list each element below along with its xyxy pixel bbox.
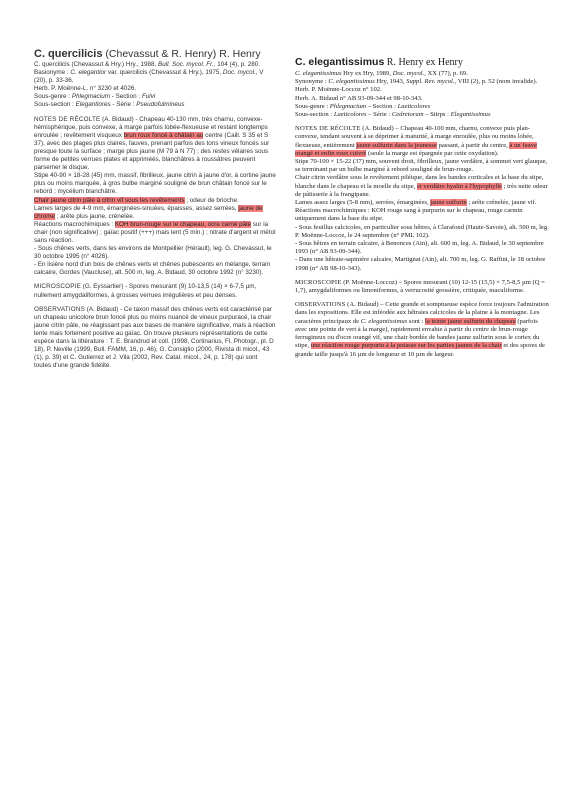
left-soussection-label: Sous-section : bbox=[34, 101, 76, 109]
right-species-name: C. elegantissimus bbox=[295, 56, 385, 68]
right-syn-end: , VIII (2), p. 52 (nom invalide). bbox=[454, 78, 538, 86]
left-notes-heading: NOTES DE RÉCOLTE bbox=[34, 115, 101, 123]
right-chair bbox=[295, 174, 551, 199]
left-sousgenre bbox=[34, 93, 276, 101]
right-species-authors: R. Henry ex Henry bbox=[384, 57, 463, 68]
right-chair-highlight: et verdâtre hyalin à l'hypophylle bbox=[416, 182, 502, 190]
right-ref-journal: Doc. mycol. bbox=[392, 70, 425, 77]
left-microscopie bbox=[34, 283, 276, 299]
right-syn-mid: Hry, 1943, bbox=[374, 78, 407, 86]
left-basionyme-end: , V (20), p. 33-36. bbox=[34, 69, 264, 85]
right-herbarium-2: Herb. A. Bidaud n° AB 93-09-344 et 98-10-343. bbox=[295, 94, 423, 102]
right-herbarium-1: Herb. P. Moënne-Loccoz n° 102. bbox=[295, 86, 382, 94]
left-serie-value: Pseudofulmineus bbox=[136, 101, 185, 109]
right-observations bbox=[295, 301, 551, 358]
left-lames-end: ; arête plus jaune, crénelée. bbox=[55, 212, 135, 220]
right-habitat-2: - Sous hêtres en terrain calcaire, à Benonces (Ain), alt. 600 m, leg. A. Bidaud, le 30 septembre 1993 (n° AB 93-09-344). bbox=[295, 240, 544, 256]
left-title bbox=[34, 48, 276, 60]
left-column bbox=[34, 48, 276, 466]
right-soussection-label: Sous-section : bbox=[295, 111, 334, 119]
right-obs-mid-1: sont : bbox=[407, 317, 426, 325]
left-observations bbox=[34, 306, 276, 371]
left-species-authors: (Chevassut & R. Henry) R. Henry bbox=[105, 48, 261, 60]
left-cut-fade bbox=[34, 458, 276, 466]
right-lames bbox=[295, 199, 551, 207]
left-stipe: Stipe 40-90 × 18-28 (45) mm, massif, fibrilleux, jaune citrin à jaune d'or, à cortine jaune plus ou moins marquée, à gros bulbe marginé souligné de brun châtain foncé sur le rebord ; mycélium blanchâtre. bbox=[34, 172, 276, 196]
left-chair bbox=[34, 197, 276, 205]
right-stirps-label: – Stirps : bbox=[423, 111, 451, 119]
left-micro-heading: MICROSCOPIE bbox=[34, 283, 81, 291]
left-basionyme-journal: Doc. mycol. bbox=[222, 69, 256, 77]
left-reactions-highlight: KOH brun-rouge sur le chapeau, ocre carné pâle bbox=[114, 220, 252, 228]
right-notes-highlight-2: à un fauve orangé et enfin roux cuivré bbox=[295, 141, 537, 157]
right-notes-text: (A. Bidaud) – Chapeau 40-100 mm, charnu, convexe puis plan-convexe, tendant souvent à se déprimer à maturité, à marge enroulée, plus ou moins lobée, flexueuse, entièrement bbox=[295, 125, 534, 149]
right-reactions: Réactions macrochimiques : KOH rouge sang à purpurin sur le chapeau, rouge carmin uniquement dans la base du stipe. bbox=[295, 207, 523, 223]
right-column bbox=[295, 56, 551, 476]
right-title bbox=[295, 56, 551, 69]
left-soussection-value: Elegantiores bbox=[75, 101, 111, 109]
left-sousgenre-value: Phlegmacium bbox=[71, 93, 110, 101]
right-serie-value: Cedretorum bbox=[391, 111, 424, 119]
left-notes-text: (A. Bidaud) - Chapeau 40-130 mm, très charnu, convexe-hémisphérique, puis convexe, à marge parfois lobée-flexueuse et restant longtemps enroulée ; revêtement visqueux bbox=[34, 115, 268, 139]
left-ref-end: , 104 (4), p. 280. bbox=[213, 61, 260, 68]
right-chair-end: ; très nette odeur de pâtisserie à la frangipane. bbox=[295, 182, 548, 198]
left-notes-highlight: brun roux foncé à châtain au bbox=[123, 131, 204, 139]
left-obs-text: (A. Bidaud) - Ce taxon massif des chênes verts est caractérisé par un chapeau unicolore brun foncé plus ou moins nuancé de vineux purpuracé, la chair jaune citrin pâle, ne réagissant pas aux bases de manière significative, mais à réaction lente mais fortement positive au gaïac. On trouve plusieurs représentations de cette espèce dans la littérature : T. E. Brandrud et coll. (1998, Cortinarius, Fl. Photogr., pl. D 18), P. Neville (1999, Bull. FAMM, 16, p. 46), G. Consiglio (2000, Rivista di micol., 43 (1), p. 39) et C. Gutierrez et J. Vila (2002, Rev. Catal. micol., 24, p. 178) qui sont toutes d'une grande fidélité. bbox=[34, 305, 276, 370]
left-sousgenre-label: Sous-genre : bbox=[34, 93, 72, 101]
right-notes-end: (seule la marge est épargnée par cette oxydation). bbox=[366, 149, 499, 157]
left-soussection bbox=[34, 101, 276, 109]
left-obs-heading: OBSERVATIONS bbox=[34, 305, 86, 313]
left-lames-highlight: jaune de chrome bbox=[34, 204, 263, 220]
right-ref-text: Hry ex Hry, 1989, bbox=[341, 70, 393, 77]
left-basionyme-label: Basionyme : bbox=[34, 69, 71, 77]
right-soussection-value: Laeticolores bbox=[333, 111, 367, 119]
right-micro-text: (P. Moënne-Loccoz) – Spores mesurant (10) 12-15 (15,5) × 7,5-8,5 µm (Q = 1,7), amygdaliformes ou limoniformes, à verrucosité grossière, critiquée, maculiforme. bbox=[295, 278, 545, 295]
right-syn-name: C. elegantissimus bbox=[328, 78, 375, 86]
right-obs-text: (A. Bidaud) – Cette grande et somptueuse espèce force toujours l'admiration dans les expositions. Elle est inféodée aux hêtraies calcicoles de la plaine à la montagne. Les caractères principaux de bbox=[295, 301, 549, 325]
right-stirps-value: Elegantissimus bbox=[450, 111, 491, 119]
right-obs-heading: OBSERVATIONS bbox=[295, 301, 346, 309]
right-soussection bbox=[295, 111, 551, 119]
right-notes-highlight-1: jaune sulfurin dans la jeunesse bbox=[356, 141, 437, 149]
left-herbarium: Herb. P. Moënne-L. n° 3230 et 4026. bbox=[34, 85, 137, 93]
left-lames bbox=[34, 205, 276, 221]
right-ref-name: C. elegantissimus bbox=[295, 70, 342, 77]
left-serie-label: - Série : bbox=[110, 101, 137, 109]
right-notes bbox=[295, 125, 551, 158]
right-micro-heading: MICROSCOPIE bbox=[295, 278, 342, 286]
left-reactions bbox=[34, 221, 276, 245]
left-micro-text: (G. Eyssartier) - Spores mesurant (9) 10-13,5 (14) × 6-7,5 µm, nullement amygdaliformes, à grosses verrues irrégulières et peu denses. bbox=[34, 283, 257, 299]
right-notes-heading: NOTES DE RÉCOLTE bbox=[295, 125, 361, 133]
right-syn-label: Synonyme : bbox=[295, 78, 329, 86]
right-lames-text: Lames assez larges (5-8 mm), serrées, émarginées, bbox=[295, 199, 431, 207]
left-notes bbox=[34, 116, 276, 173]
right-obs-mid-2: (parfois avec une pointe de vert à la marge), rapidement envahie à partir du centre de brun-rouge ferrugineux ou d'ocre orangé vif, une chair bordée de bandes jaune sulfurin sous le cortex du stipe, bbox=[295, 317, 540, 350]
right-chair-text: Chair citrin verdâtre sous le revêtement piléique, dans les bandes corticales et la base du stipe, blanche dans le chapeau et la moelle du stipe, bbox=[295, 174, 544, 190]
right-syn-journal: Suppl. Rev. mycol. bbox=[406, 78, 455, 86]
right-stipe: Stipe 70-100 × 15-22 (37) mm, souvent droit, fibrilleux, jaune verdâtre, à sommet vert glauque, se terminant par un bulbe marginé à rebord souligné de brun-rouge. bbox=[295, 158, 548, 174]
right-section-value: Laeticolores bbox=[397, 102, 431, 110]
right-sousgenre bbox=[295, 103, 551, 111]
left-basionyme-name: C. elegantior bbox=[70, 69, 107, 77]
right-notes-mid: passant, à partir du centre, bbox=[436, 141, 510, 149]
right-section-label: – Section : bbox=[366, 102, 398, 110]
right-obs-end: et des spores de grande taille jusqu'à 16 µm de longueur et 10 µm de largeur. bbox=[295, 342, 545, 358]
left-species-name: C. quercilicis bbox=[34, 48, 103, 60]
left-habitat-1: - Sous chênes verts, dans les environs de Montpellier (Hérault), leg. G. Chevassut, le 30 octobre 1995 (n° 4026). bbox=[34, 245, 272, 261]
right-obs-highlight-1: la teinte jaune sulfurin du chapeau bbox=[425, 317, 516, 325]
right-ref-end: , XX (77), p. 69. bbox=[424, 70, 468, 77]
left-section-label: - Section : bbox=[109, 93, 142, 101]
left-basionyme-mid: var. quercilicis (Chevassut & Hry.), 1975, bbox=[106, 69, 223, 77]
right-serie-label: – Série : bbox=[366, 111, 392, 119]
right-microscopie bbox=[295, 279, 551, 295]
right-lames-highlight: jaune sulfurin bbox=[430, 199, 467, 207]
right-obs-highlight-2: une réaction rouge purpurin à la potasse sur les parties jaunes de la chair bbox=[310, 342, 502, 350]
right-sousgenre-label: Sous-genre : bbox=[295, 102, 330, 110]
left-ref-text: C. quercilicis (Chevassut & Hry.) Hry., 1988, bbox=[34, 61, 158, 68]
left-reference bbox=[34, 61, 276, 69]
left-chair-highlight: Chair jaune citrin pâle à citrin vif sous les revêtements bbox=[34, 196, 185, 204]
left-basionyme bbox=[34, 69, 276, 85]
left-section-value: Fulvi bbox=[141, 93, 156, 101]
right-lames-end: ; arête crénelée, jaune vif. bbox=[466, 199, 537, 207]
left-notes-text-cont: centre (Caill. S 35 et S 37), avec des plages plus claires, fauves, prenant parfois des tons vineux foncés sur presque toute la surface ; marge plus jaune (M 79 à N 77) ; des restes vélaires sous forme de petites verrues plates et appriméés, blanchâtres à roussâtres peuvent parsemer le disque. bbox=[34, 131, 270, 172]
left-reactions-label: Réactions macrochimiques : bbox=[34, 220, 115, 228]
right-habitat-1: - Sous feuillus calcicoles, en particulier sous hêtres, à Clarafond (Haute-Savoie), alt. 500 m, leg. P. Moënne-Loccoz, le 24 septembre (n° PML 102). bbox=[295, 223, 549, 239]
right-obs-species: C. elegantissimus bbox=[360, 317, 408, 325]
left-habitat-2: - En lisière nord d'un bois de chênes verts et chênes pubescents en mélange, terrain calcaire, Gordes (Vaucluse), alt. 500 m, leg. A. Bidaud, 30 octobre 1992 (n° 3230). bbox=[34, 261, 271, 277]
left-lames-text: Lames larges de 4-9 mm, émarginées-sinuées, épaisses, assez serrées, bbox=[34, 204, 239, 212]
right-habitat-3: - Dans une hêtraie-sapinière calcaire, Martignat (Ain), alt. 700 m, leg. G. Raffini, le 18 octobre 1998 (n° AB 98-10-343). bbox=[295, 256, 546, 272]
right-synonyme bbox=[295, 78, 551, 86]
left-chair-text: ; odeur de brioche. bbox=[184, 196, 239, 204]
right-reference bbox=[295, 70, 551, 78]
left-ref-journal: Bull. Soc. mycol. Fr. bbox=[158, 61, 214, 68]
left-reactions-text: sur la chair (non significative) ; gaïac positif (+++) mais lent (5 min.) ; nitrate d'argent et métol sans réaction. bbox=[34, 220, 276, 244]
right-sousgenre-value: Phlegmacium bbox=[329, 102, 367, 110]
